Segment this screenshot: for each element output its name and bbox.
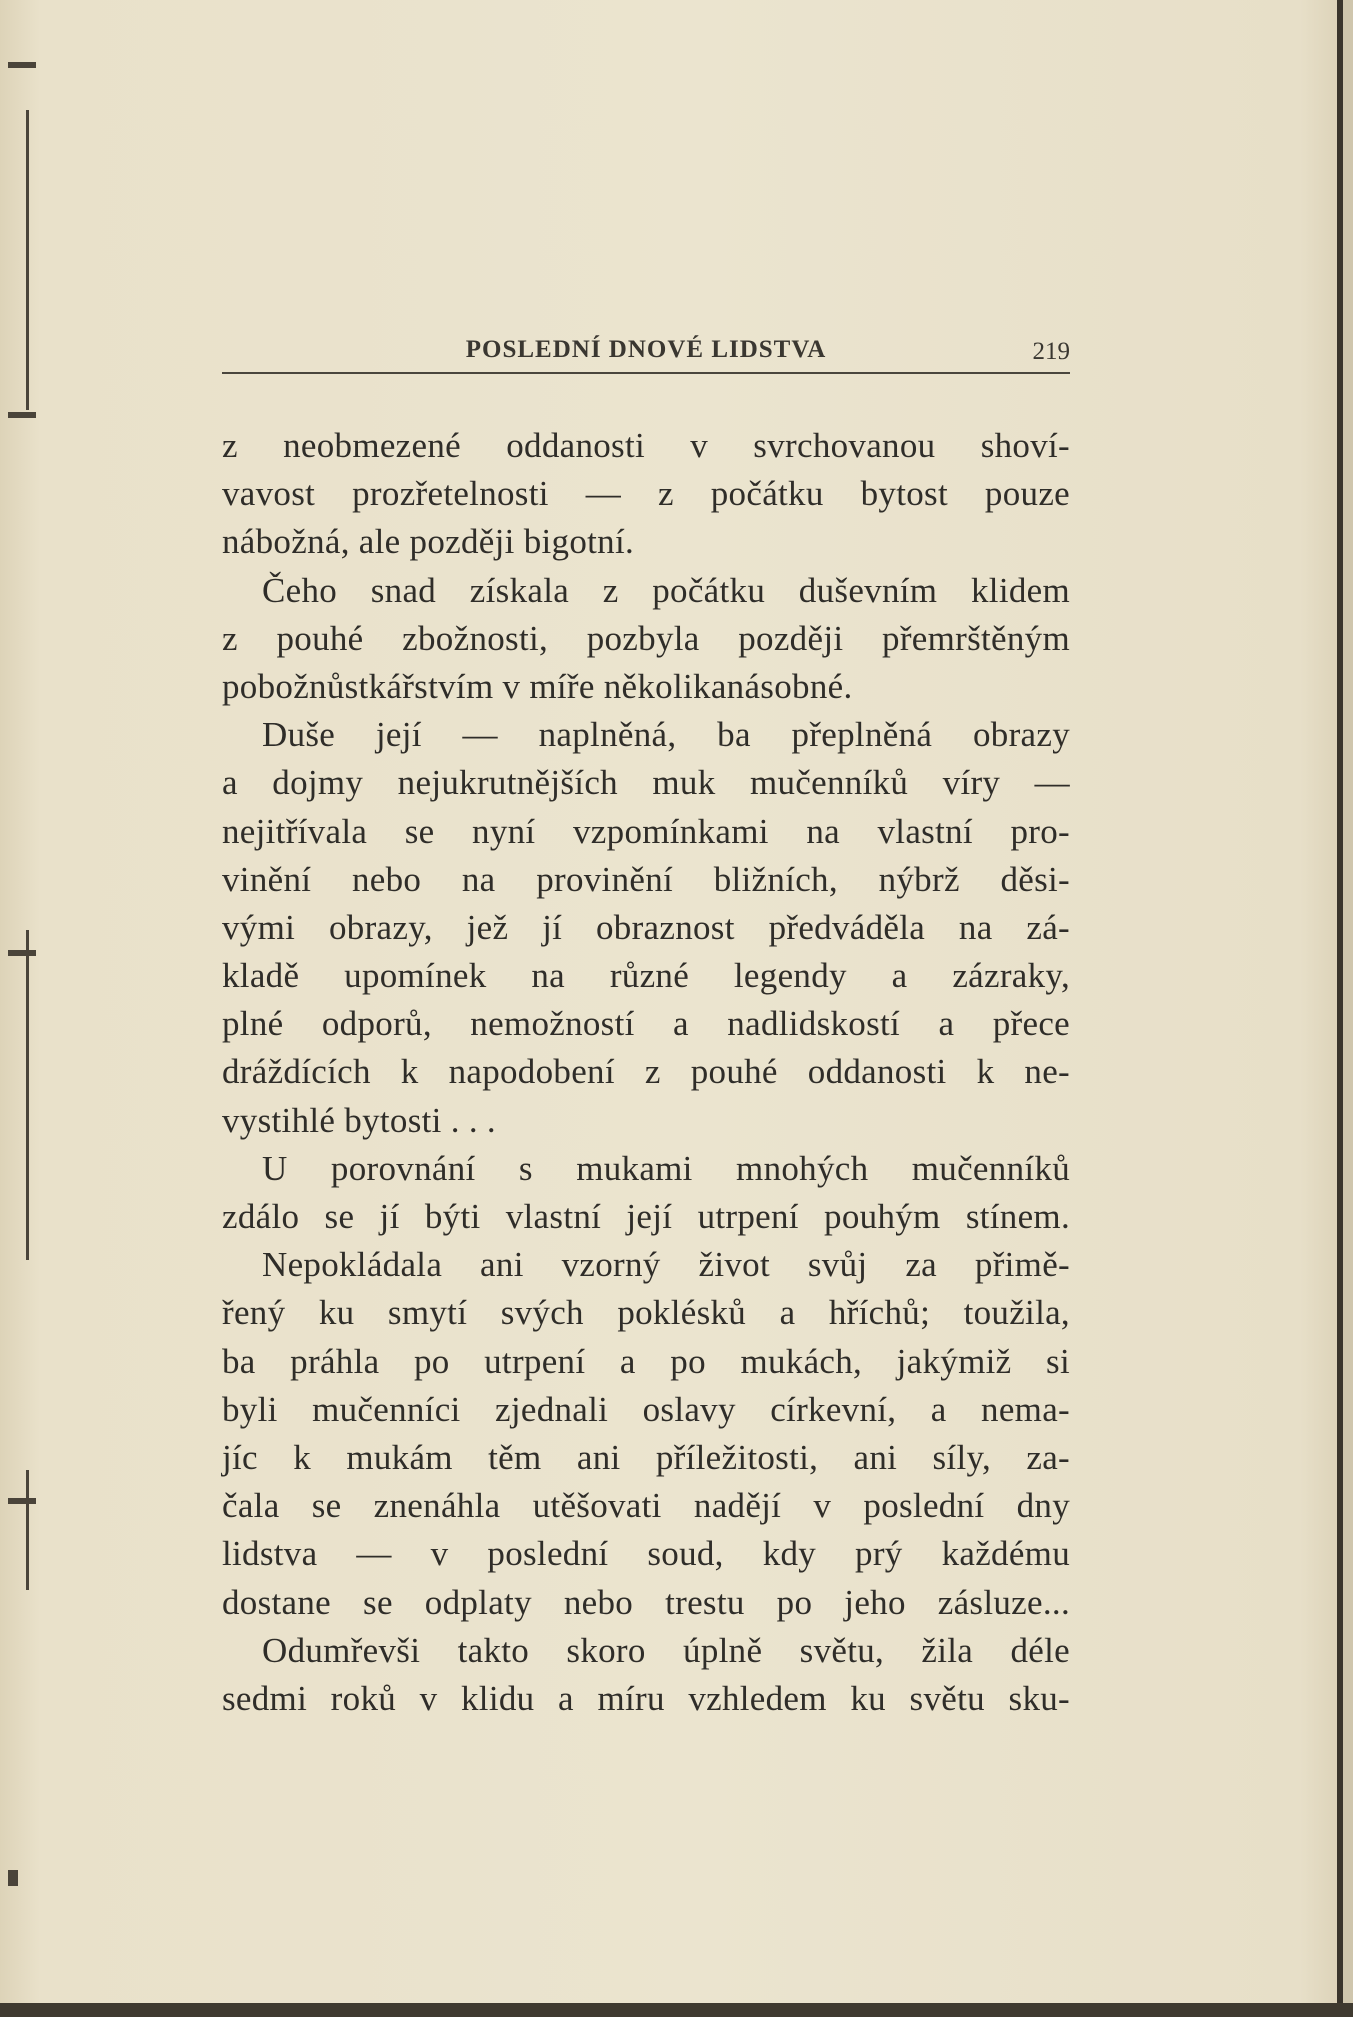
binding-tick (8, 950, 36, 956)
text-line: dráždících k napodobení z pouhé oddanosti k ne- (222, 1052, 1070, 1092)
page-number: 219 (1032, 338, 1070, 365)
text-line: řený ku smytí svých poklésků a hříchů; toužila, (222, 1293, 1070, 1333)
text-line: vými obrazy, jež jí obraznost předváděla na zá- (222, 907, 1070, 947)
text-line: zdálo se jí býti vlastní její utrpení pouhým stínem. (222, 1197, 1070, 1236)
page-edge-shadow (1337, 0, 1343, 2017)
text-line: Duše její — naplněná, ba přeplněná obrazy (262, 715, 1070, 755)
text-line: Čeho snad získala z počátku duševním klidem (262, 570, 1070, 610)
text-line: Nepokládala ani vzorný život svůj za přimě- (262, 1245, 1070, 1285)
text-line: a dojmy nejukrutnějších muk mučenníků víry — (222, 763, 1070, 803)
binding-mark (26, 1470, 29, 1590)
text-line: kladě upomínek na různé legendy a zázraky, (222, 956, 1070, 996)
text-line: nejitřívala se nyní vzpomínkami na vlastní pro- (222, 811, 1070, 851)
body-text (222, 422, 1070, 1723)
binding-tick (8, 412, 36, 418)
page-edge (1343, 0, 1353, 2017)
text-line: vavost prozřetelnosti — z počátku bytost pouze (222, 474, 1070, 514)
text-line: dostane se odplaty nebo trestu po jeho zásluze... (222, 1582, 1070, 1622)
text-line: byli mučenníci zjednali oslavy církevní, a nema- (222, 1389, 1070, 1429)
binding-tick (8, 62, 36, 68)
text-line: jíc k mukám těm ani příležitosti, ani síly, za- (222, 1437, 1070, 1477)
binding-mark (26, 930, 29, 1260)
text-line: vystihlé bytosti . . . (222, 1100, 496, 1140)
text-line: Odumřevši takto skoro úplně světu, žila déle (262, 1630, 1070, 1670)
text-line: plné odporů, nemožností a nadlidskostí a přece (222, 1004, 1070, 1044)
binding-tick (8, 1870, 18, 1886)
text-line: lidstva — v poslední soud, kdy prý každému (222, 1534, 1070, 1574)
text-line: nábožná, ale později bigotní. (222, 522, 635, 562)
bottom-edge-shadow (0, 2003, 1353, 2017)
text-line: ba práhla po utrpení a po mukách, jakýmiž si (222, 1341, 1070, 1381)
text-line: z neobmezené oddanosti v svrchovanou shoví- (222, 426, 1070, 465)
running-head-title: POSLEDNÍ DNOVÉ LIDSTVA (465, 336, 827, 363)
text-line: z pouhé zbožnosti, pozbyla později přemrštěným (222, 618, 1070, 658)
binding-tick (8, 1498, 36, 1504)
text-line: pobožnůstkářstvím v míře několikanásobné. (222, 666, 853, 706)
text-line: vinění nebo na provinění bližních, nýbrž děsi- (222, 859, 1070, 899)
binding-mark (26, 110, 29, 410)
text-line: U porovnání s mukami mnohých mučenníků (262, 1148, 1070, 1188)
text-line: sedmi roků v klidu a míru vzhledem ku světu sku- (222, 1678, 1070, 1718)
header-rule (222, 372, 1070, 374)
running-head (222, 330, 1070, 374)
text-line: čala se znenáhla utěšovati nadějí v poslední dny (222, 1486, 1070, 1526)
